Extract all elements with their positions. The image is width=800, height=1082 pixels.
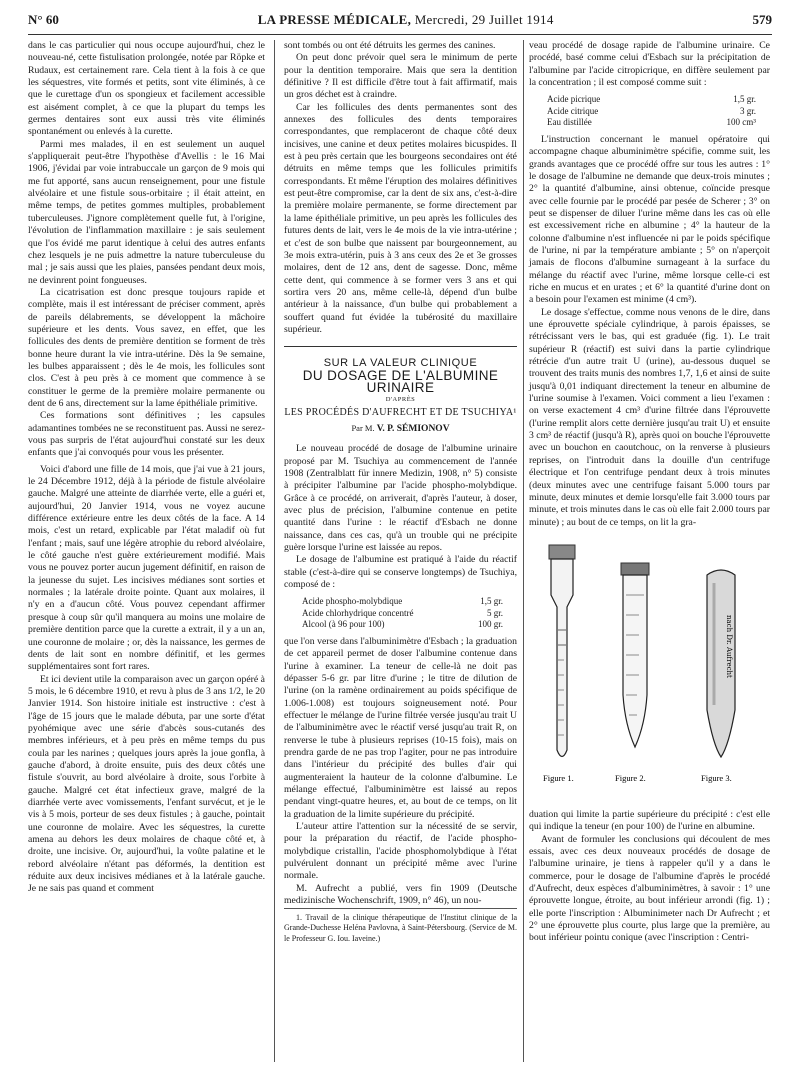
column-3 <box>529 40 770 945</box>
footnote: 1. Travail de la clinique thérapeutique de l'Institut clinique de la Grande-Duchesse Heléna Pavlovna, à Saint-Pétersbourg. (Service de M. le Professeur G. Iou. Iaveine.) <box>284 908 517 945</box>
figure-2-caption: Figure 2. <box>615 772 646 783</box>
column-divider-2 <box>523 40 524 1062</box>
formula-row <box>302 619 517 631</box>
column-2 <box>284 40 517 944</box>
formula-row <box>302 596 517 608</box>
paragraph: Voici d'abord une fille de 14 mois, que j'ai vue à 21 jours, le 24 Décembre 1912, déjà à la période de fistule alvéolaire gauche. Malgré une atteinte de diarrhée verte, elle a guéri et, aujourd'hui, 20 Janvier 1914, vous ne voyez aucune différence extérieure entre les deux côtés de la face. A 14 mois, c'est un retard, explicable par l'état maladif où fut l'enfant ; mais, sauf une légère atrophie du rebord alvéolaire, le côté gauche n'est guère extérieurement modifié. Mais vous ne pouvez porter aucun jugement définitif, en raison de la jeunesse du sujet. Les incisives médianes sont sorties et normales ; la latérale droite pointe. Quant aux molaires, il n'y en a d'aucun côté. Vous pouvez cependant affirmer presque à coup sûr qu'il manquera au moins une molaire de première dentition parce que la curette a extrait, il y a un an, une couronne de molaire ; or, dès la naissance, les germes de dents de lait sont en nombre définitif, et les germes supplémentaires sont fort rares. <box>28 463 265 673</box>
figure-1-tube <box>549 545 575 757</box>
quantity: 5 gr. <box>486 607 503 618</box>
paragraph: Parmi mes malades, il en est seulement un auquel s'appliquerait peut-être l'hypothèse d'Avellis : le 16 Mai 1906, j'évidai par voie intrabuccale un garçon de 9 mois qui me fut apporté, sans aucun renseignement, pour une fistule alvéolaire et une fistule sous-orbitaire ; il était atteint, en même temps, de petites gommes multiples, probablement tuberculeuses. J'ignore complètement quelle fut, à l'origine, l'évolution de l'inflammation maxillaire : je sais seulement que l'os évidé me parut identique à celui des autres enfants chez lesquels je ne puis admettre la nature tuberculeuse du mal ; je sais aussi que les plaies, pansées pendant deux mois, ne devinrent point fongueuses. <box>28 138 265 286</box>
journal-title <box>258 12 554 28</box>
figure-1-caption: Figure 1. <box>543 772 574 783</box>
issue-date: Mercredi, 29 Juillet 1914 <box>414 12 554 27</box>
paragraph: Avant de formuler les conclusions qui découlent de mes essais, avec ces deux nouveaux procédés de dosage de l'albumine urinaire, je tiens à rappeler qu'il y a dans le commerce, pour le dosage de l'albumine d'après le procédé d'Aufrecht, deux espèces d'albuminimètres, à savoir : 1° une éprouvette longue, étroite, au bout inférieur arrondi (fig. 1) ; elle porte l'inscription : Albuminimeter nach Dr Aufrecht ; et 2° une éprouvette plus courte, plus large que la première, au bout inférieur pointu conique (avec l'inscription : Centri- <box>529 833 770 944</box>
formula-row <box>302 608 517 620</box>
column-1 <box>28 40 265 896</box>
quantity: 3 gr. <box>739 105 756 116</box>
paragraph: Et ici devient utile la comparaison avec un garçon opéré à 5 mois, le 6 décembre 1910, et revu à plus de 3 ans 1/2, le 20 Janvier 1914. Son histoire initiale est instructive : c'est à l'âge de 15 jours que le malade débuta, par une sorte d'état pyohémique avec une série d'abcès sous-cutanés des membres inférieurs, et à peu près en même temps du pus coula par les narines ; quelques jours après la joue gonfla, à gauche d'abord, à droite ensuite, puis des deux côtés une fistule s'ouvrit, au bord alvéolaire à droite, sous l'orbite à gauche. Malgré cet état infectieux grave, malgré de la diarrhée verte avec vomissements, l'enfant survécut, et je le vis à 5 mois, porteur de ses deux fistules ; à gauche, pointait une couronne de molaire. Avec les séquestres, la curette amena au dehors les deux molaires de chaque côté et, à droite, une incisive. Or, aujourd'hui, la voûte palatine et le rebord alvéolaire n'étant pas déformés, la dentition est réduite aux deux incisives médianes et à la latérale gauche. Je ne sais pas quand et comment <box>28 673 265 895</box>
ingredient: Eau distillée <box>547 117 592 128</box>
figure-3-sleeve <box>707 570 735 757</box>
author-name: V. P. SÉMIONOV <box>376 423 450 434</box>
article-title-line-1: SUR LA VALEUR CLINIQUE <box>323 357 478 370</box>
paragraph: On peut donc prévoir quel sera le minimum de perte pour la dentition temporaire. Mais que sera la dentition définitive ? Il est difficile d'être tout à fait affirmatif, mais un gros déchet est à craindre. <box>284 52 517 101</box>
albuminimeter-illustration <box>529 535 770 785</box>
page-header <box>28 12 772 34</box>
ingredient: Acide citrique <box>547 105 599 116</box>
quantity: 1,5 gr. <box>733 94 756 105</box>
author-prefix: Par M. <box>351 422 377 433</box>
ingredient: Alcool (à 96 pour 100) <box>302 619 385 630</box>
formula-row <box>547 106 770 118</box>
article-title-block <box>284 346 517 435</box>
paragraph: Car les follicules des dents permanentes sont des annexes des follicules des dents temporaires correspondantes, que remplaceront de chaque côté deux incisives, une canine et deux petites molaires bicuspides. Il est à peu près certain que les bourgeons secondaires ont été détruits en même temps que les follicules primitifs correspondants. Et même l'éruption des molaires définitives est peut-être compromise, car la dent de six ans, c'est-à-dire la première molaire permanente, se forme directement par la lame épithéliale primitive, un peu après les follicules des futures dents de lait, vers le 4e mois de la vie intra-utérine ; et c'est de son bulbe que naissent par bourgeonnement, au 3e mois extra-utérin, puis à 3 ans ceux des 2e et 3e grosses molaires, dent de 12 ans, dent de sagesse. Donc, même cette dent, qui commence à se former vers 3 ans et qui sortira vers 20 ans, même celle-là, dépend d'un bulbe antérieur à la naissance, d'un bulbe qui probablement a souffert quand fut évidée la tubérosité du maxillaire supérieur. <box>284 101 517 335</box>
article-title-line-2: DU DOSAGE DE L'ALBUMINE URINAIRE <box>302 367 499 395</box>
ingredient: Acide phospho-molybdique <box>302 596 403 607</box>
paragraph: Le nouveau procédé de dosage de l'albumine urinaire proposé par M. Tsuchiya au commencement de l'année 1908 (Zentralblatt für innere Medizin, 1908, n° 5) consiste à précipiter l'albumine par l'acide phospho-molybdique. Grâce à ce procédé, on arriverait, d'après l'auteur, à doser, avec plus de précision, l'albumine contenue en petite quantité dans l'urine : le réactif d'Esbach ne donne naissance, dans ces cas, qu'à un trouble qui ne précipite guère lorsque l'urine est laissée au repos. <box>284 443 517 554</box>
paragraph: dans le cas particulier qui nous occupe aujourd'hui, chez le nouveau-né, cette fistulisation prolongée, notée par Röpke et Rudaux, est certainement rare. Cela tient à la fois à ce que les séquestres, vite formés et petits, sont vite éliminés, à ce que le curettage d'un os spongieux et facilement accessible est aisément complet, à ce que la plupart du temps les germes dentaires sont eux aussi très vite éliminés spontanément ou enlevés à la curette. <box>28 40 265 138</box>
ingredient: Acide picrique <box>547 94 601 105</box>
tube-inscription: nach Dr. Aufrecht <box>725 614 733 678</box>
reagent-formula-aufrecht <box>547 94 770 129</box>
article-title-line-3: D'APRÈS <box>385 396 416 404</box>
journal-name: LA PRESSE MÉDICALE, <box>257 12 412 27</box>
figure-2-tube <box>621 563 649 747</box>
article-title-line-4: LES PROCÉDÉS D'AUFRECHT ET DE TSUCHIYA¹ <box>284 406 517 418</box>
formula-row <box>547 94 770 106</box>
column-divider-1 <box>274 40 275 1062</box>
paragraph: M. Aufrecht a publié, vers fin 1909 (Deutsche medizinische Wochenschrift, 1909, n° 46), un nou- <box>284 882 517 907</box>
paragraph: La cicatrisation est donc presque toujours rapide et complète, mais il est intéressant de préciser comment, après de pareils délabrements, se développent la mâchoire supérieure et les dents. Vous savez, en effet, que les follicules des dents de première dentition se forment de très bonne heure durant la vie intra-utérine. Dès la 9e semaine, les bulbes apparaissent ; dès le 4e mois, les follicules sont clos. C'est à peu près à ce moment que commence à se constituer le germe de la première molaire permanente ou dent de 6 ans, directement sur la lame épithéliale primitive. <box>28 286 265 409</box>
albuminimeter-figures <box>529 535 770 805</box>
reagent-formula-tsuchiya <box>302 596 517 631</box>
quantity: 100 cm³ <box>726 117 756 128</box>
figure-3-caption: Figure 3. <box>701 772 732 783</box>
paragraph: Ces formations sont définitives ; les capsules adamantines tombées ne se reconstituent pas. Aussi ne serez-vous pas surpris de l'état aujourd'hui constaté sur les deux enfants que j'ai convoqués pour vous les présenter. <box>28 410 265 459</box>
paragraph: duation qui limite la partie supérieure du précipité : c'est elle qui indique la teneur (en pour 100) de l'urine en albumine. <box>529 808 770 833</box>
quantity: 1,5 gr. <box>480 596 503 607</box>
issue-number: N° 60 <box>28 12 59 27</box>
paragraph: Le dosage s'effectue, comme nous venons de le dire, dans une éprouvette spéciale cylindrique, à parois épaisses, se rétrécissant vers le bas, qui est graduée (fig. 1). Le trait supérieur R (réactif) est suivi dans la partie cylindrique rétrécie d'un autre trait U (urine), au-dessous duquel se trouvent des traits munis des nombres 1,7, 1,6 et ainsi de suite jusqu'à 0,01 indiquant directement la teneur en albumine de l'urine soumise à l'examen. Voici comment a lieu l'examen : on verse exactement 4 cm³ d'urine filtrée dans l'éprouvette (l'urine remplit alors cette dernière jusqu'au trait U) et ensuite 3 cm³ de réactif (jusqu'à R), après quoi on bouche l'éprouvette avec un bouchon en caoutchouc, on la renverse à plusieurs reprises, on l'introduit dans la douille d'un centrifuge électrique et l'on centrifuge pendant deux à trois minutes (deux minutes avec une centrifuge faisant 5.000 tours par minute, deux minutes et demie lorsqu'elle fait 3.000 tours par minute, et trois minutes dans le cas où elle fait 2.000 tours par minute) ; au bout de ce temps, on lit la gra- <box>529 306 770 528</box>
paragraph: Le dosage de l'albumine est pratiqué à l'aide du réactif stable (c'est-à-dire qui se conserve longtemps) de Tsuchiya, composé de : <box>284 554 517 591</box>
paragraph: L'instruction concernant le manuel opératoire qui accompagne chaque albuminimètre spécifie, comme suit, les grands avantages que ce procédé offre sur tous les autres : 1° le dosage de l'albumine ne demande que deux-trois minutes ; 2° la quantité d'albumine, ainsi obtenue, coïncide presque avec celle fournie par le procédé par pesée de Scherer ; 3° on peut se dispenser de diluer l'urine même dans les cas où elle est excessivement riche en albumine ; 4° la hauteur de la colonne d'albumine n'est influencée ni par le poids spécifique de l'urine, ni par la température ambiante ; 5° on n'aperçoit jamais de flocons d'albumine surnageant à la surface du mélange du réactif avec l'urine, même lorsque celle-ci est riche en mucus et en urates ; et 6° la quantité d'urine dont on a besoin pour l'examen est minime (4 cm³). <box>529 133 770 306</box>
page-number: 579 <box>752 12 772 27</box>
ingredient: Acide chlorhydrique concentré <box>302 607 414 618</box>
paragraph: sont tombés ou ont été détruits les germes des canines. <box>284 40 496 51</box>
formula-row <box>547 117 770 129</box>
paragraph: L'auteur attire l'attention sur la nécessité de se servir, pour la préparation du réactif, de l'acide phospho-molybdique cristallin, l'acide phosphomolybdique à l'état pulvérulent donnant un précipité même avec l'urine normale. <box>284 821 517 882</box>
paragraph: que l'on verse dans l'albuminimètre d'Esbach ; la graduation de cet appareil permet de doser l'albumine contenue dans l'urine à examiner. La teneur de celle-là ne doit pas dépasser 5-6 gr. par litre d'urine ; le titre de dilution de l'urine (on la ramène ordinairement au poids spécifique de 1.006-1.008) est toujours soigneusement noté. Pour effectuer le mélange de l'urine filtrée versée jusqu'au trait U de l'albuminimètre avec le réactif versé jusqu'au trait R, on renverse le tube à plusieurs reprises (10-15 fois), mais on prendra garde de ne pas trop l'agiter, pour ne pas introduire dans l'intérieur du précipité des bulles d'air qui augmenteraient la hauteur de la colonne d'albumine. Le mélange effectué, l'albuminimètre est laissé au repos pendant vingt-quatre heures, et, au bout de ce temps, on lit la graduation de la limite supérieure du précipité. <box>284 635 517 820</box>
header-rule <box>28 34 772 35</box>
article-author <box>284 422 517 435</box>
paragraph: veau procédé de dosage rapide de l'albumine urinaire. Ce procédé, basé comme celui d'Esbach sur la précipitation de l'albumine par l'acide citropicrique, en diffère seulement par la concentration ; il est composé comme suit : <box>529 40 770 89</box>
quantity: 100 gr. <box>477 619 503 630</box>
